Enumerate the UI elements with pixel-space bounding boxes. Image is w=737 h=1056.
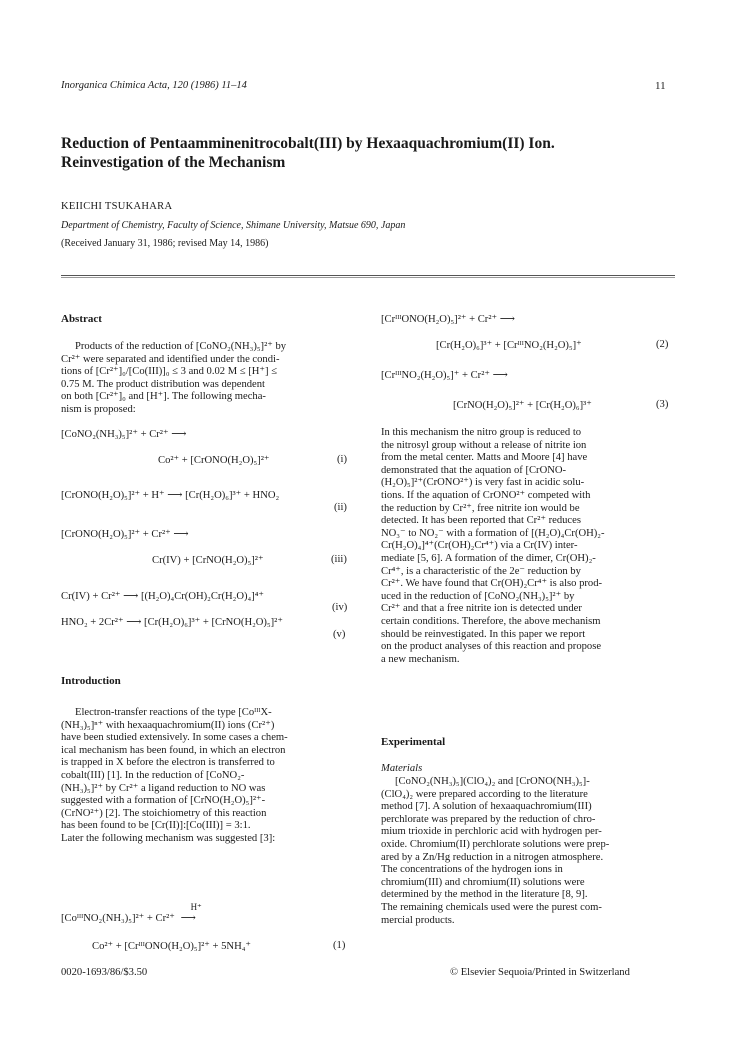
materials-subheading: Materials	[381, 763, 423, 774]
exp-line: The concentrations of the hydrogen ions in	[381, 864, 563, 876]
body-line: certain conditions. Therefore, the above mechanism	[381, 615, 601, 627]
exp-line: method [7]. A solution of hexaaquachromium(III)	[381, 801, 592, 813]
title-line-2: Reinvestigation of the Mechanism	[61, 154, 286, 171]
abstract-line: on both [Cr²⁺]₀ and [H⁺]. The following mecha-	[61, 391, 266, 403]
body-line: on the product analyses of this reaction and propose	[381, 641, 602, 653]
abstract-heading: Abstract	[61, 313, 102, 325]
equation-3-lhs: [CrᴵᴵᴵNO₂(H₂O)₅]⁺ + Cr²⁺ ⟶	[381, 370, 508, 381]
equation-iii-rhs: Cr(IV) + [CrNO(H₂O)₅]²⁺	[152, 555, 264, 566]
exp-line: determined by the method in the literature [8, 9].	[381, 889, 588, 901]
equation-i-number: (i)	[337, 454, 347, 465]
abstract-line: 0.75 M. The product distribution was dependent	[61, 378, 265, 390]
exp-line: ared by a Zn/Hg reduction in a nitrogen atmosphere.	[381, 851, 604, 863]
equation-iv: Cr(IV) + Cr²⁺ ⟶ [(H₂O)₄Cr(OH)₂Cr(H₂O)₄]⁴⁺	[61, 591, 265, 602]
exp-line: oxide. Chromium(II) perchlorate solutions were prep-	[381, 838, 610, 850]
body-line: the reduction by Cr²⁺, free nitrite ion would be	[381, 502, 580, 514]
body-line: uced in the reduction of [CoNO₂(NH₃)₅]²⁺ by	[381, 590, 575, 602]
exp-line: (ClO₄)₂ were prepared according to the literature	[381, 788, 588, 800]
abstract-line: tions of [Cr²⁺]₀/[Co(III)]₀ ≤ 3 and 0.02 M ≤ [H⁺] ≤	[61, 366, 278, 378]
author: KEIICHI TSUKAHARA	[61, 201, 173, 212]
abstract-line: Cr²⁺ were separated and identified under the condi-	[61, 353, 280, 365]
exp-line: mercial products.	[381, 914, 455, 926]
equation-ii-number: (ii)	[334, 502, 347, 513]
body-line: demonstrated that the aquation of [CrONO-	[381, 464, 567, 476]
equation-i-rhs: Co²⁺ + [CrONO(H₂O)₅]²⁺	[158, 455, 270, 466]
equation-2-number: (2)	[656, 339, 669, 350]
equation-2-lhs: [CrᴵᴵᴵONO(H₂O)₅]²⁺ + Cr²⁺ ⟶	[381, 314, 515, 325]
equation-3-rhs: [CrNO(H₂O)₅]²⁺ + [Cr(H₂O)₆]³⁺	[453, 400, 592, 411]
intro-line: (CrNO²⁺) [2]. The stoichiometry of this reaction	[61, 807, 267, 819]
title-line-1: Reduction of Pentaamminenitrocobalt(III) by Hexaaquachromium(II) Ion.	[61, 135, 555, 152]
body-line: from the metal center. Matts and Moore [4] have	[381, 452, 588, 464]
publisher-line: © Elsevier Sequoia/Printed in Switzerland	[450, 967, 630, 978]
body-line: mediate [5, 6]. A formation of the dimer, Cr(OH)₂-	[381, 552, 596, 564]
body-line: In this mechanism the nitro group is reduced to	[381, 427, 582, 438]
affiliation: Department of Chemistry, Faculty of Science, Shimane University, Matsue 690, Japan	[61, 220, 406, 231]
intro-line: suggested with a formation of [CrNO(H₂O)₅]²⁺-	[61, 795, 266, 807]
exp-line: chromium(III) and chromium(II) solutions were	[381, 876, 585, 888]
arrow-label: H⁺	[190, 902, 202, 912]
intro-line: ical mechanism has been found, in which an electron	[61, 744, 286, 756]
body-line: a new mechanism.	[381, 653, 460, 665]
body-line: the nitrosyl group without a release of nitrite ion	[381, 439, 587, 451]
equation-1-number: (1)	[333, 940, 346, 951]
body-line: (H₂O)₅]²⁺(CrONO²⁺) is very fast in acidic solu-	[381, 477, 585, 489]
equation-v-number: (v)	[333, 629, 346, 640]
exp-line: mium trioxide in perchloric acid with hydrogen per-	[381, 826, 602, 838]
intro-line: Later the following mechanism was suggested [3]:	[61, 832, 276, 844]
body-line: detected. It has been reported that Cr²⁺ reduces	[381, 515, 581, 527]
intro-line: Electron-transfer reactions of the type [CoᴵᴵᴵX-	[75, 707, 272, 718]
intro-line: have been studied extensively. In some cases a chem-	[61, 732, 288, 744]
experimental-body	[381, 776, 675, 927]
header-rule-2	[61, 277, 675, 278]
equation-i-lhs: [CoNO₂(NH₃)₅]²⁺ + Cr²⁺ ⟶	[61, 429, 187, 440]
issn-code: 0020-1693/86/$3.50	[61, 967, 148, 978]
equation-1-arrow: H⁺ ⟶	[180, 902, 202, 924]
body-line: Cr(H₂O)₄]⁴⁺(Cr(OH)₂Cr⁴⁺) via a Cr(IV) inter-	[381, 540, 578, 552]
abstract-body	[61, 341, 356, 417]
body-line: tions. If the aquation of CrONO²⁺ competed with	[381, 489, 591, 501]
intro-line: (NH₃)₅]²⁺ by Cr²⁺ a ligand reduction to NO was	[61, 782, 266, 794]
equation-ii: [CrONO(H₂O)₅]²⁺ + H⁺ ⟶ [Cr(H₂O)₆]³⁺ + HNO₂	[61, 490, 280, 501]
equation-1-reactants: [CoᴵᴵᴵNO₂(NH₃)₅]²⁺ + Cr²⁺	[61, 913, 175, 924]
body-line: should be reinvestigated. In this paper we report	[381, 628, 586, 640]
intro-line: is trapped in X before the electron is transferred to	[61, 757, 275, 769]
page-number: 11	[655, 80, 666, 92]
body-line: NO₃⁻ to NO₂⁻ with a formation of [(H₂O)₄Cr(OH)₂-	[381, 527, 605, 539]
abstract-line: Products of the reduction of [CoNO₂(NH₃)₅]²⁺ by	[75, 341, 287, 352]
body-line: Cr⁴⁺, is a characteristic of the 2e⁻ reduction by	[381, 565, 581, 577]
equation-1-lhs	[61, 902, 202, 924]
intro-line: (NH₃)₅]ⁿ⁺ with hexaaquachromium(II) ions (Cr²⁺)	[61, 719, 275, 731]
header-rule	[61, 275, 675, 276]
equation-v: HNO₂ + 2Cr²⁺ ⟶ [Cr(H₂O)₆]³⁺ + [CrNO(H₂O)₅]²⁺	[61, 617, 283, 628]
intro-line: has been found to be [Cr(II)]:[Co(III)] = 3:1.	[61, 820, 251, 832]
article-title	[61, 134, 681, 172]
experimental-heading: Experimental	[381, 736, 446, 748]
introduction-body	[61, 707, 356, 846]
exp-line: The remaining chemicals used were the purest com-	[381, 901, 602, 913]
right-body	[381, 427, 675, 666]
received-dates: (Received January 31, 1986; revised May 14, 1986)	[61, 238, 269, 249]
abstract-line: nism is proposed:	[61, 403, 136, 415]
exp-line: perchlorate was prepared by the reduction of chro-	[381, 813, 596, 825]
equation-2-rhs: [Cr(H₂O)₆]³⁺ + [CrᴵᴵᴵNO₂(H₂O)₅]⁺	[436, 340, 582, 351]
equation-1-rhs: Co²⁺ + [CrᴵᴵᴵONO(H₂O)₅]²⁺ + 5NH₄⁺	[92, 941, 252, 952]
equation-iv-number: (iv)	[332, 602, 348, 613]
introduction-heading: Introduction	[61, 675, 121, 687]
intro-line: cobalt(III) [1]. In the reduction of [CoNO₂-	[61, 769, 245, 781]
body-line: Cr²⁺ and that a free nitrite ion is detected under	[381, 603, 582, 615]
journal-citation: Inorganica Chimica Acta, 120 (1986) 11–14	[61, 80, 247, 91]
body-line: Cr²⁺. We have found that Cr(OH)₂Cr⁴⁺ is also prod-	[381, 578, 603, 590]
equation-3-number: (3)	[656, 399, 669, 410]
exp-line: [CoNO₂(NH₃)₅](ClO₄)₂ and [CrONO(NH₃)₅]-	[395, 776, 590, 787]
equation-iii-number: (iii)	[331, 554, 347, 565]
equation-iii-lhs: [CrONO(H₂O)₅]²⁺ + Cr²⁺ ⟶	[61, 529, 189, 540]
